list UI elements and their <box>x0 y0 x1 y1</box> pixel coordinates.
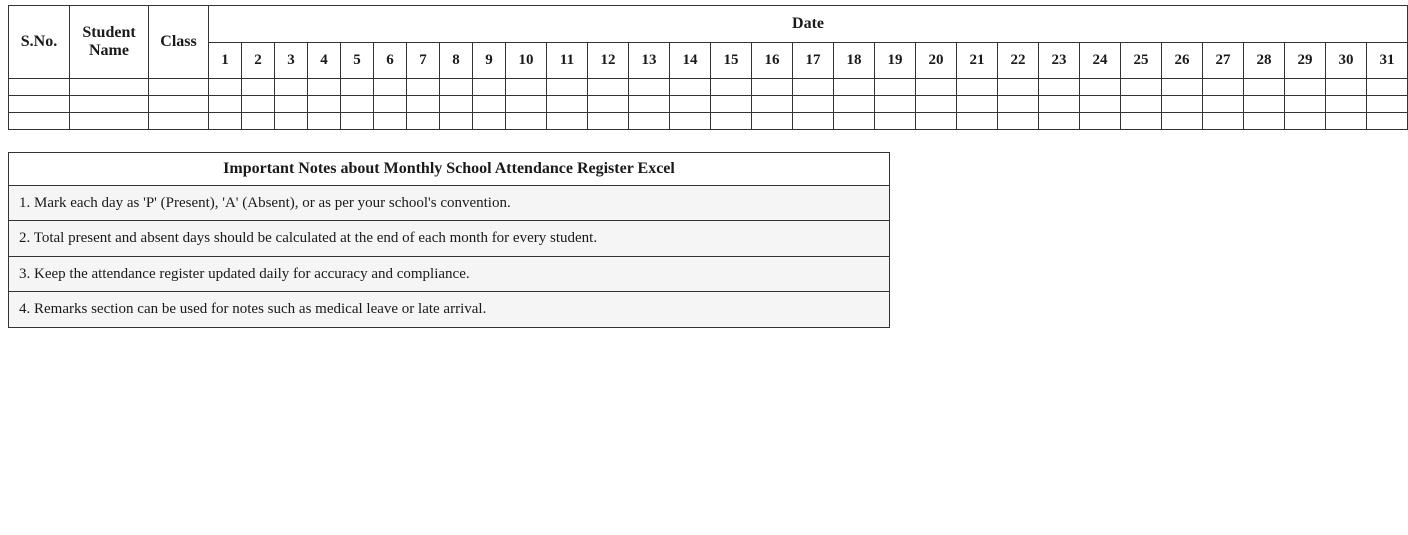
attendance-cell <box>1080 96 1121 113</box>
attendance-cell <box>670 113 711 130</box>
attendance-cell <box>1080 113 1121 130</box>
attendance-cell <box>588 96 629 113</box>
attendance-cell <box>9 79 70 96</box>
day-header-cell: 19 <box>875 43 916 79</box>
attendance-cell <box>875 96 916 113</box>
attendance-header-row-1 <box>9 6 1408 43</box>
attendance-cell <box>1121 79 1162 96</box>
day-header-cell: 5 <box>341 43 374 79</box>
day-header-cell: 6 <box>374 43 407 79</box>
note-text: 4. Remarks section can be used for notes such as medical leave or late arrival. <box>9 292 890 328</box>
note-row <box>9 292 890 328</box>
attendance-cell <box>1162 79 1203 96</box>
attendance-cell <box>1244 79 1285 96</box>
col-header-student-name: Student Name <box>70 6 149 79</box>
attendance-empty-row <box>9 96 1408 113</box>
day-header-cell: 9 <box>473 43 506 79</box>
attendance-cell <box>957 96 998 113</box>
attendance-cell <box>1121 96 1162 113</box>
attendance-cell <box>588 113 629 130</box>
note-text: 3. Keep the attendance register updated daily for accuracy and compliance. <box>9 256 890 292</box>
attendance-cell <box>1080 79 1121 96</box>
attendance-cell <box>506 113 547 130</box>
attendance-cell <box>998 113 1039 130</box>
attendance-cell <box>670 79 711 96</box>
attendance-cell <box>209 96 242 113</box>
attendance-cell <box>670 96 711 113</box>
day-header-cell: 18 <box>834 43 875 79</box>
col-header-sno: S.No. <box>9 6 70 79</box>
attendance-cell <box>875 113 916 130</box>
attendance-cell <box>547 79 588 96</box>
attendance-cell <box>957 113 998 130</box>
day-header-cell: 24 <box>1080 43 1121 79</box>
attendance-cell <box>1203 96 1244 113</box>
attendance-cell <box>1326 79 1367 96</box>
attendance-cell <box>1367 96 1408 113</box>
attendance-cell <box>9 113 70 130</box>
attendance-cell <box>506 79 547 96</box>
attendance-cell <box>834 113 875 130</box>
attendance-cell <box>752 79 793 96</box>
attendance-cell <box>149 113 209 130</box>
attendance-cell <box>407 96 440 113</box>
attendance-cell <box>407 79 440 96</box>
note-text: 2. Total present and absent days should be calculated at the end of each month for every student. <box>9 221 890 257</box>
notes-table <box>8 152 890 328</box>
attendance-cell <box>998 96 1039 113</box>
attendance-cell <box>1203 113 1244 130</box>
attendance-cell <box>275 79 308 96</box>
attendance-cell <box>1039 113 1080 130</box>
day-header-cell: 31 <box>1367 43 1408 79</box>
attendance-cell <box>1039 79 1080 96</box>
attendance-cell <box>1367 113 1408 130</box>
attendance-cell <box>629 113 670 130</box>
attendance-cell <box>1162 96 1203 113</box>
attendance-cell <box>711 96 752 113</box>
attendance-cell <box>308 79 341 96</box>
attendance-cell <box>9 96 70 113</box>
attendance-cell <box>70 113 149 130</box>
attendance-empty-row <box>9 79 1408 96</box>
attendance-empty-row <box>9 113 1408 130</box>
attendance-cell <box>1326 96 1367 113</box>
day-header-cell: 23 <box>1039 43 1080 79</box>
attendance-cell <box>407 113 440 130</box>
attendance-cell <box>1285 79 1326 96</box>
day-header-cell: 25 <box>1121 43 1162 79</box>
attendance-cell <box>998 79 1039 96</box>
attendance-cell <box>242 113 275 130</box>
attendance-cell <box>1121 113 1162 130</box>
notes-title-row <box>9 153 890 186</box>
attendance-cell <box>242 79 275 96</box>
attendance-cell <box>834 79 875 96</box>
day-header-cell: 27 <box>1203 43 1244 79</box>
day-header-cell: 28 <box>1244 43 1285 79</box>
attendance-cell <box>547 113 588 130</box>
col-header-class: Class <box>149 6 209 79</box>
attendance-cell <box>440 79 473 96</box>
attendance-cell <box>275 96 308 113</box>
attendance-cell <box>793 79 834 96</box>
day-header-cell: 16 <box>752 43 793 79</box>
notes-title: Important Notes about Monthly School Attendance Register Excel <box>9 153 890 186</box>
attendance-cell <box>1162 113 1203 130</box>
day-header-cell: 2 <box>242 43 275 79</box>
day-header-cell: 7 <box>407 43 440 79</box>
day-header-cell: 17 <box>793 43 834 79</box>
attendance-cell <box>1203 79 1244 96</box>
attendance-cell <box>70 96 149 113</box>
day-header-cell: 4 <box>308 43 341 79</box>
note-row <box>9 256 890 292</box>
attendance-cell <box>70 79 149 96</box>
attendance-cell <box>473 96 506 113</box>
day-header-cell: 26 <box>1162 43 1203 79</box>
attendance-cell <box>711 79 752 96</box>
day-header-cell: 20 <box>916 43 957 79</box>
attendance-cell <box>1244 113 1285 130</box>
attendance-table <box>8 5 1408 130</box>
day-header-cell: 14 <box>670 43 711 79</box>
note-row <box>9 221 890 257</box>
attendance-cell <box>149 79 209 96</box>
day-header-cell: 29 <box>1285 43 1326 79</box>
attendance-cell <box>752 96 793 113</box>
attendance-cell <box>341 113 374 130</box>
attendance-cell <box>875 79 916 96</box>
attendance-cell <box>374 79 407 96</box>
attendance-cell <box>275 113 308 130</box>
attendance-cell <box>793 113 834 130</box>
attendance-cell <box>547 96 588 113</box>
note-row <box>9 185 890 221</box>
day-header-row <box>9 43 1408 79</box>
attendance-cell <box>752 113 793 130</box>
day-header-cell: 12 <box>588 43 629 79</box>
attendance-cell <box>916 96 957 113</box>
attendance-cell <box>440 96 473 113</box>
attendance-cell <box>588 79 629 96</box>
attendance-cell <box>374 113 407 130</box>
attendance-cell <box>916 79 957 96</box>
attendance-cell <box>473 79 506 96</box>
attendance-cell <box>308 96 341 113</box>
attendance-cell <box>473 113 506 130</box>
day-header-cell: 30 <box>1326 43 1367 79</box>
col-header-date-group: Date <box>209 6 1408 43</box>
day-header-cell: 11 <box>547 43 588 79</box>
attendance-cell <box>629 79 670 96</box>
attendance-cell <box>440 113 473 130</box>
day-header-cell: 21 <box>957 43 998 79</box>
attendance-cell <box>1285 113 1326 130</box>
attendance-cell <box>242 96 275 113</box>
attendance-cell <box>506 96 547 113</box>
day-header-cell: 13 <box>629 43 670 79</box>
attendance-cell <box>916 113 957 130</box>
attendance-cell <box>1367 79 1408 96</box>
attendance-cell <box>341 79 374 96</box>
attendance-cell <box>1285 96 1326 113</box>
attendance-cell <box>1326 113 1367 130</box>
attendance-cell <box>834 96 875 113</box>
attendance-cell <box>793 96 834 113</box>
day-header-cell: 22 <box>998 43 1039 79</box>
note-text: 1. Mark each day as 'P' (Present), 'A' (Absent), or as per your school's convention. <box>9 185 890 221</box>
attendance-cell <box>341 96 374 113</box>
day-header-cell: 1 <box>209 43 242 79</box>
day-header-cell: 8 <box>440 43 473 79</box>
attendance-cell <box>308 113 341 130</box>
day-header-cell: 3 <box>275 43 308 79</box>
attendance-cell <box>711 113 752 130</box>
attendance-cell <box>957 79 998 96</box>
attendance-cell <box>1039 96 1080 113</box>
attendance-cell <box>1244 96 1285 113</box>
attendance-cell <box>209 113 242 130</box>
day-header-cell: 10 <box>506 43 547 79</box>
attendance-cell <box>374 96 407 113</box>
attendance-cell <box>629 96 670 113</box>
day-header-cell: 15 <box>711 43 752 79</box>
attendance-cell <box>149 96 209 113</box>
attendance-cell <box>209 79 242 96</box>
